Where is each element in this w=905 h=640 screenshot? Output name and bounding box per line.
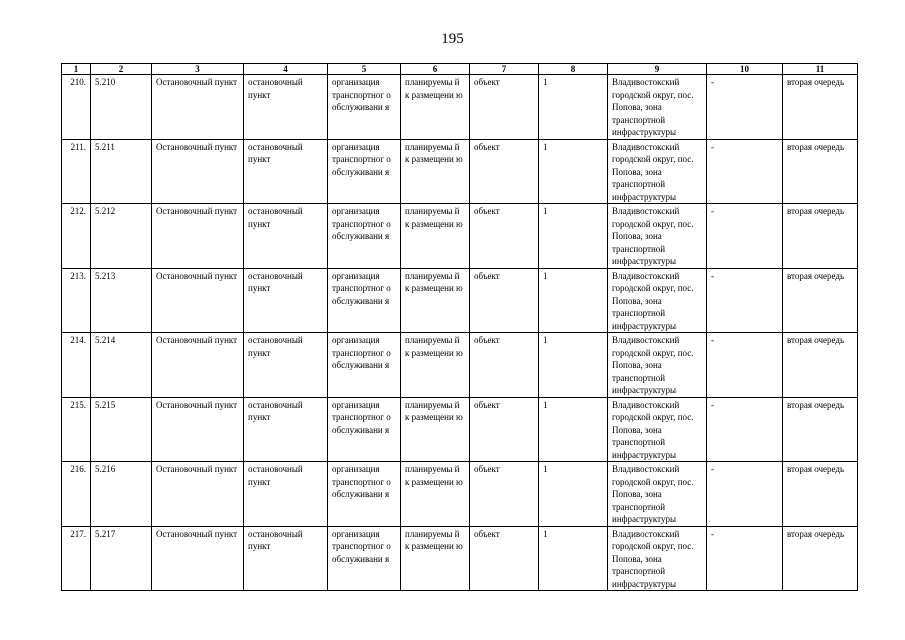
table-row [62, 526, 858, 591]
object-location: Владивостокский городской округ, пос. Попова, зона транспортной инфраструктуры [608, 333, 707, 398]
column-header: 1 [62, 64, 91, 75]
column-header: 2 [91, 64, 152, 75]
object-name: Остановочный пункт [152, 204, 244, 269]
object-status: планируемы й к размещени ю [401, 268, 470, 333]
object-stage: вторая очередь [783, 268, 858, 333]
object-location: Владивостокский городской округ, пос. Попова, зона транспортной инфраструктуры [608, 204, 707, 269]
object-count: 1 [539, 204, 608, 269]
object-status: планируемы й к размещени ю [401, 526, 470, 591]
object-location: Владивостокский городской округ, пос. Попова, зона транспортной инфраструктуры [608, 526, 707, 591]
object-zone: - [707, 526, 783, 591]
object-status: планируемы й к размещени ю [401, 204, 470, 269]
object-name: Остановочный пункт [152, 75, 244, 140]
object-kind: объект [470, 268, 539, 333]
object-purpose: организация транспортног о обслуживани я [328, 526, 401, 591]
object-stage: вторая очередь [783, 333, 858, 398]
object-name: Остановочный пункт [152, 268, 244, 333]
object-purpose: организация транспортног о обслуживани я [328, 397, 401, 462]
object-count: 1 [539, 397, 608, 462]
column-header: 11 [783, 64, 858, 75]
table-row [62, 333, 858, 398]
object-kind: объект [470, 526, 539, 591]
object-type: остановочный пункт [244, 462, 328, 527]
objects-table [61, 63, 858, 591]
object-stage: вторая очередь [783, 526, 858, 591]
header-row [62, 64, 858, 75]
object-type: остановочный пункт [244, 139, 328, 204]
object-name: Остановочный пункт [152, 462, 244, 527]
table-row [62, 75, 858, 140]
object-code: 5.213 [91, 268, 152, 333]
object-status: планируемы й к размещени ю [401, 462, 470, 527]
object-type: остановочный пункт [244, 526, 328, 591]
column-header: 3 [152, 64, 244, 75]
object-stage: вторая очередь [783, 397, 858, 462]
object-kind: объект [470, 204, 539, 269]
object-kind: объект [470, 139, 539, 204]
object-type: остановочный пункт [244, 75, 328, 140]
object-status: планируемы й к размещени ю [401, 397, 470, 462]
object-zone: - [707, 75, 783, 140]
object-purpose: организация транспортног о обслуживани я [328, 462, 401, 527]
object-zone: - [707, 204, 783, 269]
object-status: планируемы й к размещени ю [401, 75, 470, 140]
row-number: 214. [62, 333, 91, 398]
object-name: Остановочный пункт [152, 526, 244, 591]
object-count: 1 [539, 139, 608, 204]
column-header: 7 [470, 64, 539, 75]
object-zone: - [707, 333, 783, 398]
object-count: 1 [539, 268, 608, 333]
object-code: 5.217 [91, 526, 152, 591]
object-code: 5.215 [91, 397, 152, 462]
column-header: 4 [244, 64, 328, 75]
object-type: остановочный пункт [244, 268, 328, 333]
object-status: планируемы й к размещени ю [401, 333, 470, 398]
row-number: 217. [62, 526, 91, 591]
table-row [62, 139, 858, 204]
row-number: 216. [62, 462, 91, 527]
object-purpose: организация транспортног о обслуживани я [328, 268, 401, 333]
object-code: 5.211 [91, 139, 152, 204]
row-number: 215. [62, 397, 91, 462]
object-code: 5.210 [91, 75, 152, 140]
table-row [62, 397, 858, 462]
column-header: 8 [539, 64, 608, 75]
object-stage: вторая очередь [783, 204, 858, 269]
row-number: 211. [62, 139, 91, 204]
object-status: планируемы й к размещени ю [401, 139, 470, 204]
object-location: Владивостокский городской округ, пос. Попова, зона транспортной инфраструктуры [608, 397, 707, 462]
column-header: 9 [608, 64, 707, 75]
object-kind: объект [470, 397, 539, 462]
object-count: 1 [539, 462, 608, 527]
table-row [62, 204, 858, 269]
object-zone: - [707, 268, 783, 333]
object-location: Владивостокский городской округ, пос. Попова, зона транспортной инфраструктуры [608, 75, 707, 140]
object-purpose: организация транспортног о обслуживани я [328, 333, 401, 398]
object-name: Остановочный пункт [152, 139, 244, 204]
table-row [62, 462, 858, 527]
object-location: Владивостокский городской округ, пос. Попова, зона транспортной инфраструктуры [608, 462, 707, 527]
table-row [62, 268, 858, 333]
object-type: остановочный пункт [244, 333, 328, 398]
object-name: Остановочный пункт [152, 397, 244, 462]
object-code: 5.214 [91, 333, 152, 398]
object-stage: вторая очередь [783, 139, 858, 204]
page-number: 195 [441, 31, 464, 47]
row-number: 212. [62, 204, 91, 269]
object-count: 1 [539, 75, 608, 140]
object-kind: объект [470, 75, 539, 140]
row-number: 213. [62, 268, 91, 333]
object-kind: объект [470, 462, 539, 527]
object-stage: вторая очередь [783, 75, 858, 140]
object-code: 5.212 [91, 204, 152, 269]
object-count: 1 [539, 526, 608, 591]
object-kind: объект [470, 333, 539, 398]
object-name: Остановочный пункт [152, 333, 244, 398]
object-code: 5.216 [91, 462, 152, 527]
object-location: Владивостокский городской округ, пос. Попова, зона транспортной инфраструктуры [608, 139, 707, 204]
column-header: 5 [328, 64, 401, 75]
object-purpose: организация транспортног о обслуживани я [328, 75, 401, 140]
object-purpose: организация транспортног о обслуживани я [328, 204, 401, 269]
object-count: 1 [539, 333, 608, 398]
row-number: 210. [62, 75, 91, 140]
object-zone: - [707, 139, 783, 204]
object-type: остановочный пункт [244, 204, 328, 269]
column-header: 6 [401, 64, 470, 75]
column-header: 10 [707, 64, 783, 75]
object-zone: - [707, 462, 783, 527]
object-zone: - [707, 397, 783, 462]
object-location: Владивостокский городской округ, пос. Попова, зона транспортной инфраструктуры [608, 268, 707, 333]
object-purpose: организация транспортног о обслуживани я [328, 139, 401, 204]
object-type: остановочный пункт [244, 397, 328, 462]
object-stage: вторая очередь [783, 462, 858, 527]
